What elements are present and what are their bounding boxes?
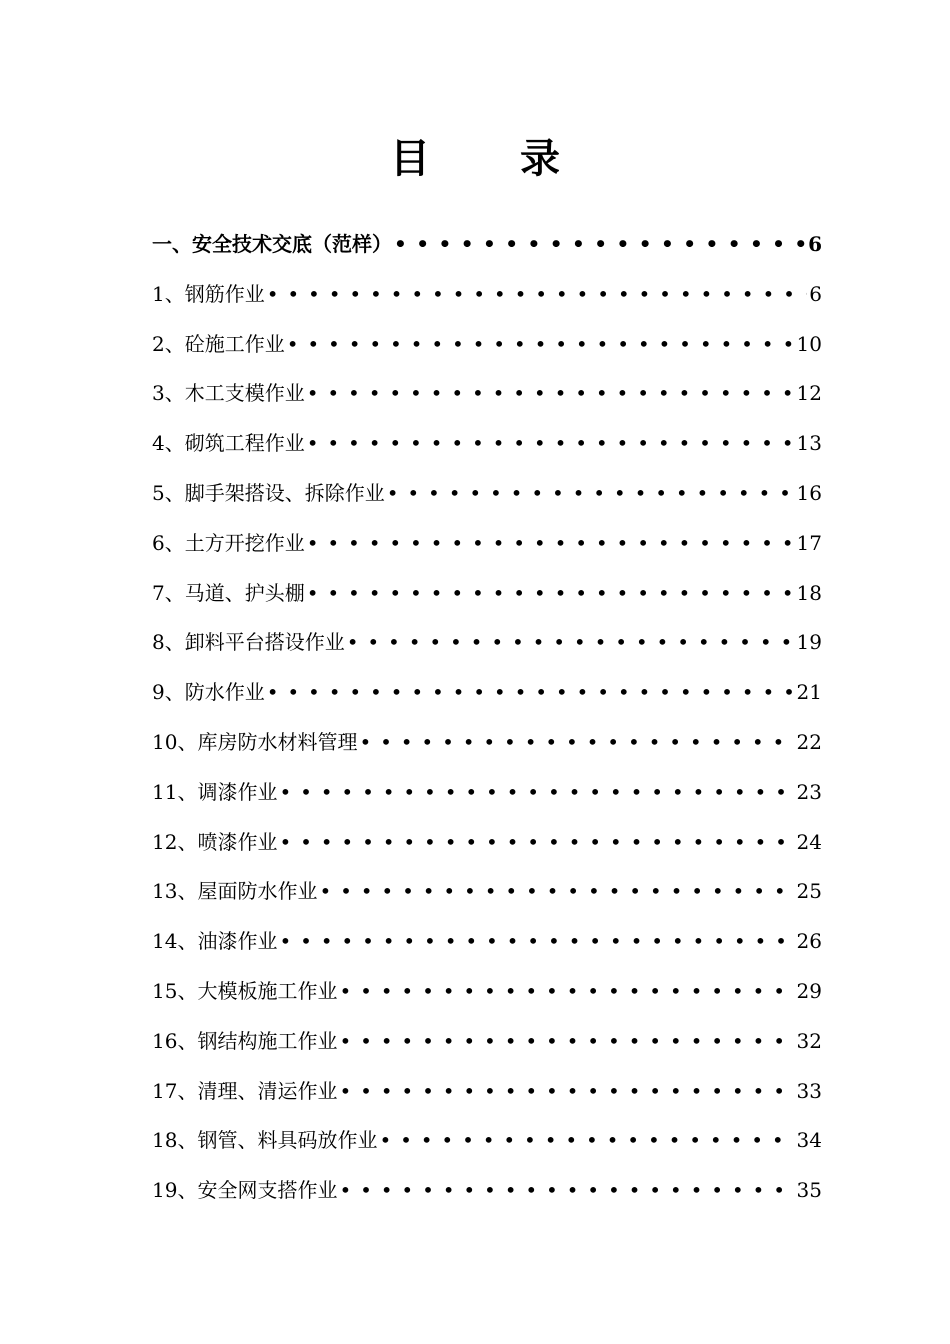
toc-entry-page-number: 10 bbox=[796, 331, 822, 356]
toc-dot-leader bbox=[279, 818, 794, 868]
toc-entry[interactable] bbox=[152, 1017, 822, 1067]
toc-entry-label: 13、屋面防水作业 bbox=[152, 879, 318, 904]
toc-entry[interactable] bbox=[152, 768, 822, 818]
toc-entry[interactable] bbox=[152, 1067, 822, 1117]
toc-entry[interactable] bbox=[152, 818, 822, 868]
toc-entry[interactable] bbox=[152, 270, 822, 320]
toc-entry-page-number: 21 bbox=[796, 680, 822, 705]
toc-dot-leader bbox=[307, 519, 795, 569]
toc-entry[interactable] bbox=[152, 320, 822, 370]
toc-dot-leader bbox=[339, 1017, 794, 1067]
toc-entry-label: 2、砼施工作业 bbox=[152, 331, 285, 356]
toc-entry-label: 5、脚手架搭设、拆除作业 bbox=[152, 480, 385, 505]
toc-entry[interactable] bbox=[152, 220, 822, 270]
toc-entry-page-number: 34 bbox=[796, 1128, 822, 1153]
toc-entry-page-number: 13 bbox=[796, 431, 822, 456]
toc-dot-leader bbox=[319, 867, 794, 917]
toc-entry-page-number: 23 bbox=[796, 779, 822, 804]
toc-entry-label: 14、油漆作业 bbox=[152, 929, 278, 954]
toc-dot-leader bbox=[394, 220, 806, 270]
toc-entry[interactable] bbox=[152, 369, 822, 419]
toc-dot-leader bbox=[347, 618, 795, 668]
toc-dot-leader bbox=[359, 718, 794, 768]
toc-entry-page-number: 6 bbox=[809, 281, 822, 306]
toc-dot-leader bbox=[387, 469, 795, 519]
toc-entry-label: 3、木工支模作业 bbox=[152, 381, 305, 406]
toc-dot-leader bbox=[307, 419, 795, 469]
toc-entry[interactable] bbox=[152, 569, 822, 619]
toc-entry-label: 12、喷漆作业 bbox=[152, 829, 278, 854]
toc-entry-page-number: 17 bbox=[796, 530, 822, 555]
toc-entry-page-number: 22 bbox=[796, 729, 822, 754]
toc-entry-page-number: 26 bbox=[796, 929, 822, 954]
toc-entry-label: 15、大模板施工作业 bbox=[152, 978, 338, 1003]
toc-entry-label: 19、安全网支搭作业 bbox=[152, 1178, 338, 1203]
toc-entry[interactable] bbox=[152, 967, 822, 1017]
toc-entry[interactable] bbox=[152, 668, 822, 718]
toc-entry[interactable] bbox=[152, 618, 822, 668]
toc-dot-leader bbox=[339, 1067, 794, 1117]
toc-entry-label: 1、钢筋作业 bbox=[152, 281, 265, 306]
toc-entry-label: 16、钢结构施工作业 bbox=[152, 1028, 338, 1053]
toc-dot-leader bbox=[279, 917, 794, 967]
toc-entry-page-number: 24 bbox=[796, 829, 822, 854]
toc-dot-leader bbox=[267, 668, 795, 718]
toc-entry[interactable] bbox=[152, 519, 822, 569]
toc-entry-label: 17、清理、清运作业 bbox=[152, 1078, 338, 1103]
toc-entry-page-number: 18 bbox=[796, 580, 822, 605]
toc-entry[interactable] bbox=[152, 469, 822, 519]
toc-entry-label: 8、卸料平台搭设作业 bbox=[152, 630, 345, 655]
toc-entry-label: 9、防水作业 bbox=[152, 680, 265, 705]
page-title: 目 录 bbox=[390, 135, 598, 182]
toc-entry[interactable] bbox=[152, 1166, 822, 1216]
toc-dot-leader bbox=[339, 967, 794, 1017]
toc-dot-leader bbox=[307, 369, 795, 419]
toc-entry-label: 18、钢管、料具码放作业 bbox=[152, 1128, 378, 1153]
toc-entry-page-number: 6 bbox=[808, 232, 822, 256]
toc-dot-leader bbox=[279, 768, 794, 818]
toc-entry-label: 6、土方开挖作业 bbox=[152, 530, 305, 555]
toc-entry-label: 11、调漆作业 bbox=[152, 779, 278, 804]
toc-entry[interactable] bbox=[152, 419, 822, 469]
toc-entry-page-number: 35 bbox=[796, 1178, 822, 1203]
toc-dot-leader bbox=[379, 1116, 794, 1166]
toc-dot-leader bbox=[287, 320, 795, 370]
toc-entry-page-number: 16 bbox=[796, 480, 822, 505]
toc-entry[interactable] bbox=[152, 718, 822, 768]
toc-entry-page-number: 25 bbox=[796, 879, 822, 904]
toc-dot-leader bbox=[339, 1166, 794, 1216]
toc-entry-label: 一、安全技术交底（范样） bbox=[152, 232, 392, 256]
toc-entry-page-number: 19 bbox=[796, 630, 822, 655]
toc-entry-page-number: 12 bbox=[796, 381, 822, 406]
table-of-contents bbox=[152, 220, 822, 1216]
toc-entry[interactable] bbox=[152, 867, 822, 917]
toc-entry[interactable] bbox=[152, 1116, 822, 1166]
toc-entry[interactable] bbox=[152, 917, 822, 967]
toc-entry-page-number: 33 bbox=[796, 1078, 822, 1103]
toc-dot-leader bbox=[307, 569, 795, 619]
toc-dot-leader bbox=[267, 270, 808, 320]
toc-entry-page-number: 29 bbox=[796, 978, 822, 1003]
toc-entry-label: 4、砌筑工程作业 bbox=[152, 431, 305, 456]
toc-entry-label: 10、库房防水材料管理 bbox=[152, 729, 358, 754]
toc-entry-page-number: 32 bbox=[796, 1028, 822, 1053]
toc-entry-label: 7、马道、护头棚 bbox=[152, 580, 305, 605]
